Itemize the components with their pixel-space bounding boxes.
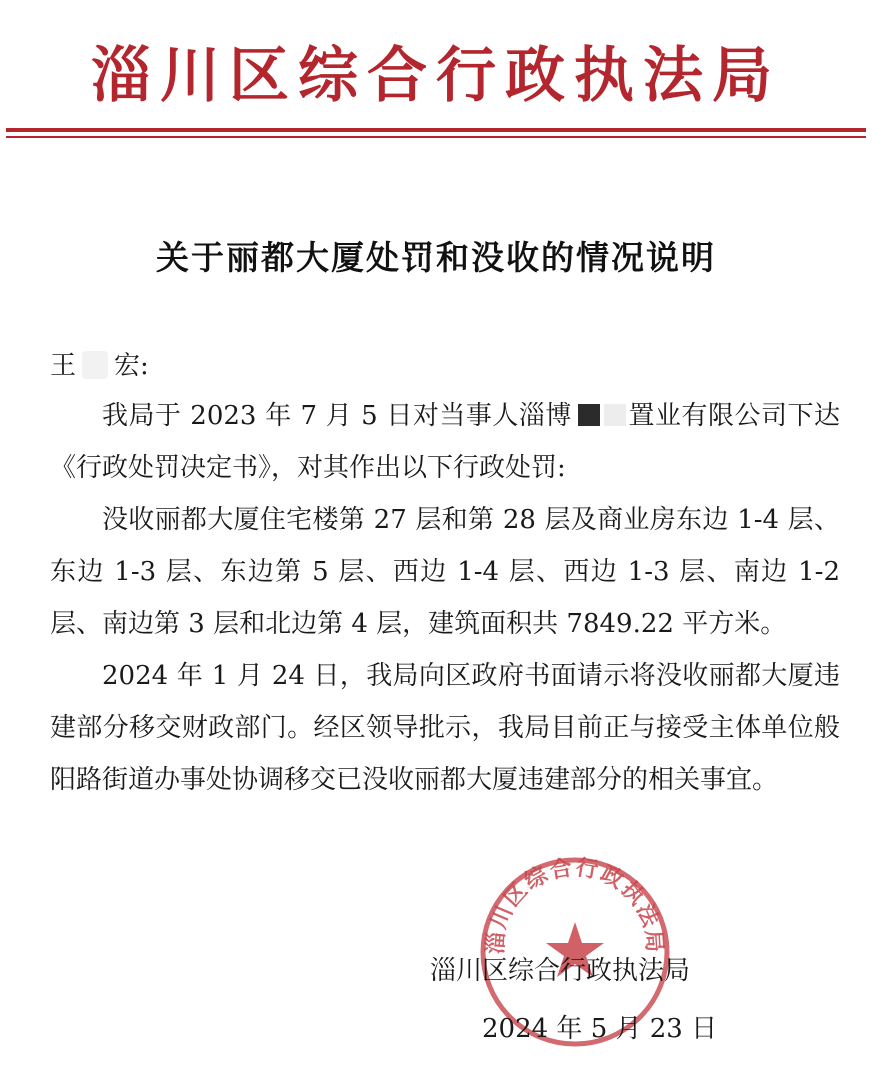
seal-text: 淄川区综合行政执法局 <box>483 855 667 955</box>
salutation-part1: 王 <box>50 351 77 381</box>
signature-org: 淄川区综合行政执法局 <box>430 956 691 986</box>
letterhead-title: 淄川区综合行政执法局 <box>91 41 781 111</box>
redaction-mark <box>82 351 108 379</box>
paragraph-1-part1: 我局于 2023 年 7 月 5 日对当事人淄博 <box>102 401 572 431</box>
paragraph-2: 没收丽都大厦住宅楼第 27 层和第 28 层及商业房东边 1-4 层、东边 1-3 层、东边第 5 层、西边 1-4 层、西边 1-3 层、南边 1-2 层、南边第 3 层和北边第 4 层，建筑面积共 7849.22 平方米。 <box>50 505 840 639</box>
letterhead-rule-thick <box>6 128 866 132</box>
document-title: 关于丽都大厦处罚和没收的情况说明 <box>156 238 716 277</box>
salutation <box>50 345 149 382</box>
signature-date: 2024 年 5 月 23 日 <box>482 1014 718 1044</box>
letterhead-rule-thin <box>6 136 866 138</box>
redaction-mark-dark <box>578 404 600 426</box>
paragraph-1-part2: 置业有限公司下达《行政处罚决定书》，对其作出以下行政处罚: <box>50 401 840 483</box>
salutation-part2: 宏: <box>114 351 149 381</box>
paragraph-3: 2024 年 1 月 24 日，我局向区政府书面请示将没收丽都大厦违建部分移交财政部门。经区领导批示，我局目前正与接受主体单位般阳路街道办事处协调移交已没收丽都大厦违建部分的相关事宜。 <box>50 661 840 795</box>
paragraph-1 <box>50 390 840 494</box>
redaction-mark-light <box>604 404 626 426</box>
